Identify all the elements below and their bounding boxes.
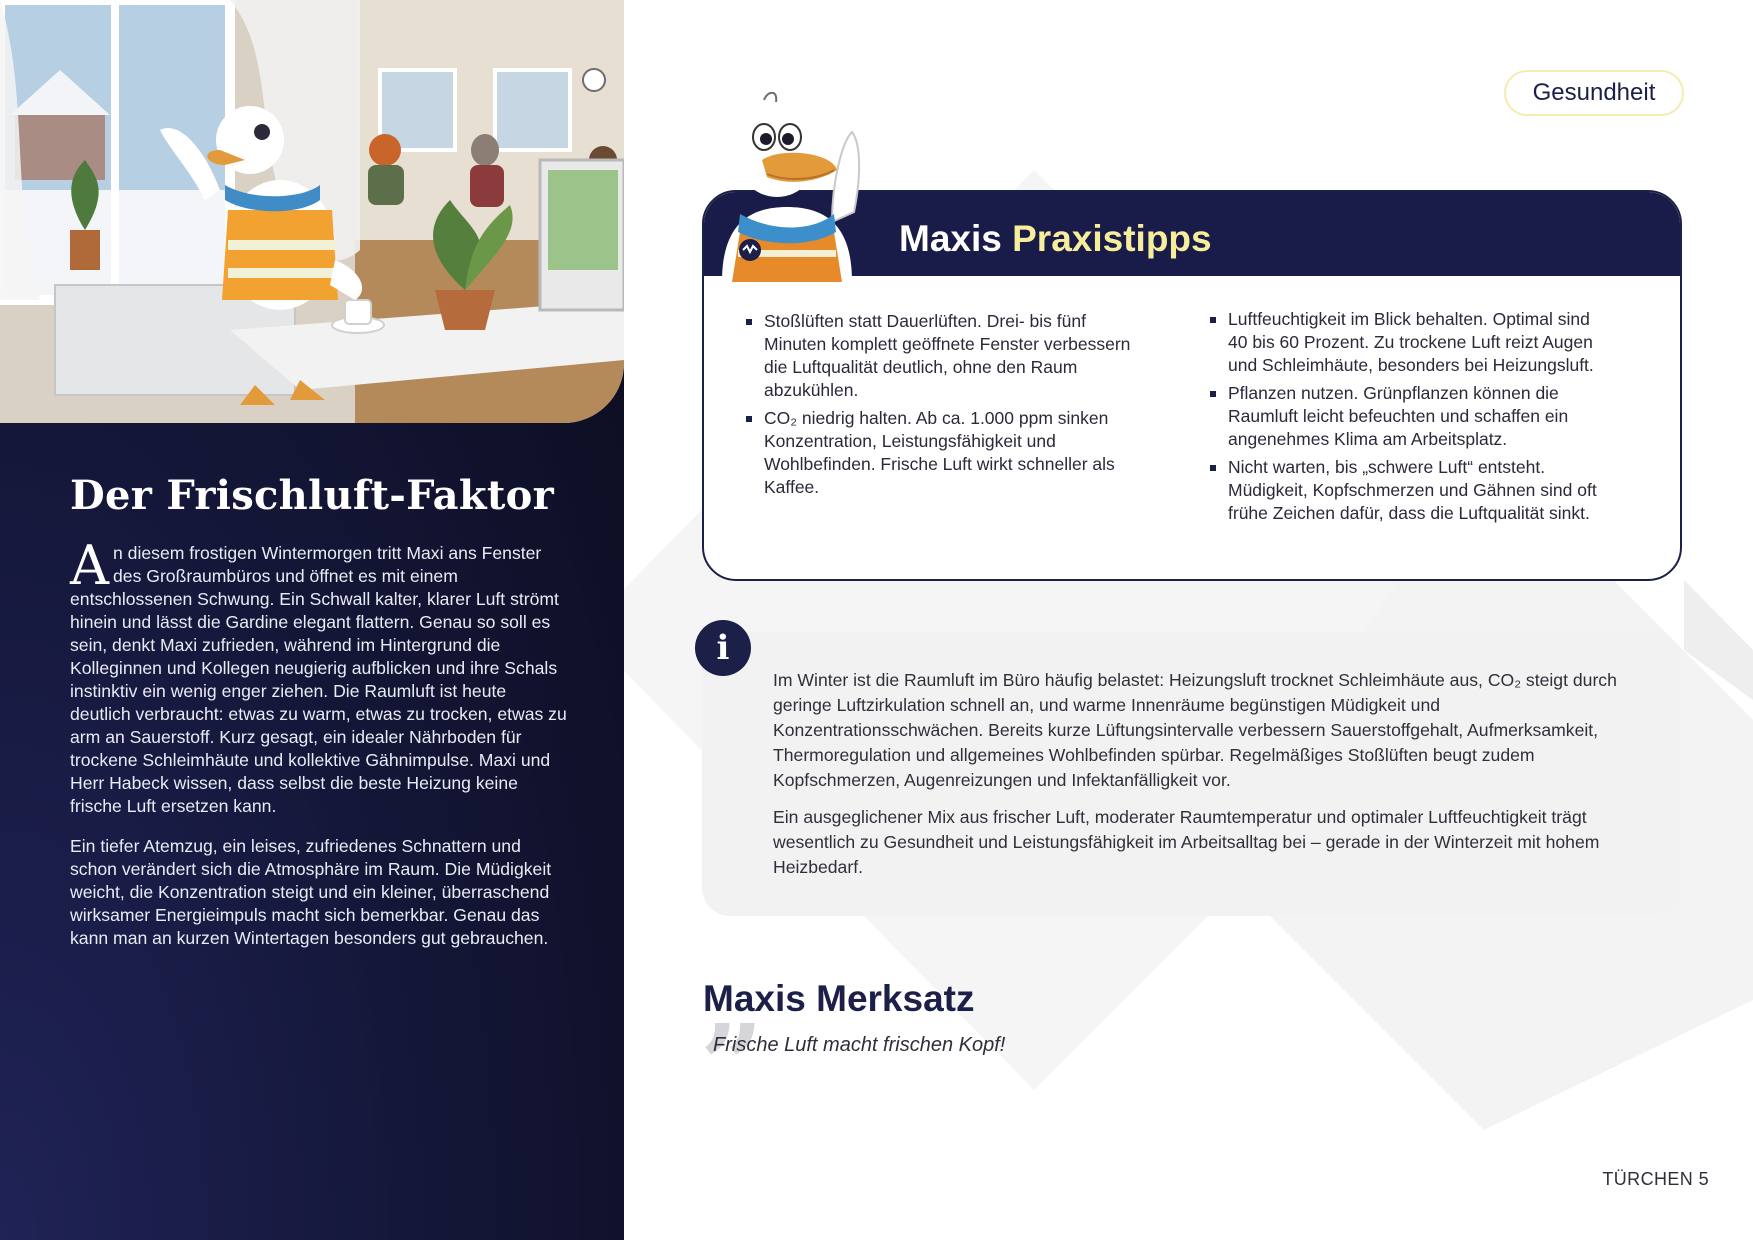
praxistipps-title-part1: Maxis (899, 218, 1013, 259)
merksatz-title-part1: Maxis (703, 978, 817, 1019)
duck-mascot-image (702, 92, 877, 282)
story-paragraph-1-text: n diesem frostigen Wintermorgen tritt Maxi ans Fenster des Großraumbüros und öffnet es mit einem entschlossenen Schwung. Ein Schwall kalter, klarer Luft strömt hinein und lässt die Gardine elegant flattern. Genau so soll es sein, denkt Maxi zufrieden, während im Hintergrund die Kolleginnen und Kollegen neugierig aufblicken und ihre Schals instinktiv ein wenig enger ziehen. Die Raumluft ist heute deutlich verbraucht: etwas zu warm, etwas zu trocken, etwas zu arm an Sauerstoff. Kurz gesagt, ein idealer Nährboden für trockene Schleimhäute und kollektive Gähnimpulse. Maxi und Herr Habeck wissen, dass selbst die beste Heizung keine frische Luft ersetzen kann. (70, 543, 567, 816)
category-badge: Gesundheit (1504, 70, 1684, 116)
story-paragraph-1 (70, 534, 570, 818)
tip-item: Pflanzen nutzen. Grünpflanzen können die Raumluft leicht befeuchten und schaffen ein angenehmes Klima am Arbeitsplatz. (1210, 382, 1600, 451)
merksatz-title-part2: Merksatz (816, 978, 975, 1019)
story-body (70, 534, 570, 967)
info-paragraph-2: Ein ausgeglichener Mix aus frischer Luft, moderater Raumtemperatur und optimaler Luftfeuchtigkeit trägt wesentlich zu Gesundheit und Leistungsfähigkeit im Arbeitsalltag bei – gerade in der Winterzeit mit hohem Heizbedarf. (773, 807, 1600, 877)
office-illustration (0, 0, 624, 423)
tip-item: Nicht warten, bis „schwere Luft“ entsteht. Müdigkeit, Kopfschmerzen und Gähnen sind oft frühe Zeichen dafür, dass die Luftqualität sinkt. (1210, 456, 1600, 525)
info-paragraph-1: Im Winter ist die Raumluft im Büro häufig belastet: Heizungsluft trocknet Schleimhäute aus, CO₂ steigt durch geringe Luftzirkulation schnell an, und warme Innenräume begünstigen Müdigkeit und Konzentrationsschwächen. Bereits kurze Lüftungsintervalle verbessern Sauerstoffgehalt, Aufmerksamkeit, Thermoregulation und allgemeines Wohlbefinden spürbar. Regelmäßiges Stoßlüften beugt zudem Kopfschmerzen, Augenreizungen und Infektanfälligkeit vor. (773, 670, 1617, 790)
info-text (773, 668, 1653, 892)
story-title: Der Frischluft-Faktor (70, 472, 554, 519)
merksatz-title-highlight (816, 978, 974, 1020)
page-label: TÜRCHEN 5 (1602, 1169, 1709, 1189)
tips-column-left (746, 310, 1136, 504)
tips-column-right (1210, 308, 1600, 530)
duck-opening-window-image (0, 0, 624, 423)
quote-mark-icon: ” (700, 1000, 764, 1129)
left-panel (0, 0, 624, 1240)
tip-item: Stoßlüften statt Dauerlüften. Drei- bis fünf Minuten komplett geöffnete Fenster verbessern die Luftqualität deutlich, ohne den Raum abzukühlen. (746, 310, 1136, 402)
tip-item: CO₂ niedrig halten. Ab ca. 1.000 ppm sinken Konzentration, Leistungsfähigkeit und Wohlbefinden. Frische Luft wirkt schneller als Kaffee. (746, 407, 1136, 499)
tip-item: Luftfeuchtigkeit im Blick behalten. Optimal sind 40 bis 60 Prozent. Zu trockene Luft reizt Augen und Schleimhäute, besonders bei Heizungsluft. (1210, 308, 1600, 377)
praxistipps-title (899, 218, 1212, 260)
dropcap: A (70, 534, 109, 597)
right-panel (624, 0, 1753, 1240)
merksatz-quote: Frische Luft macht frischen Kopf! (713, 1034, 1006, 1056)
praxistipps-title-accent: Praxistipps (1012, 218, 1212, 259)
story-paragraph-2: Ein tiefer Atemzug, ein leises, zufriedenes Schnattern und schon verändert sich die Atmosphäre im Raum. Die Müdigkeit weicht, die Konzentration steigt und ein kleiner, überraschend wirksamer Energieimpuls macht sich bemerkbar. Genau das kann man an kurzen Wintertagen besonders gut gebrauchen. (70, 836, 552, 948)
info-icon: i (695, 620, 751, 676)
